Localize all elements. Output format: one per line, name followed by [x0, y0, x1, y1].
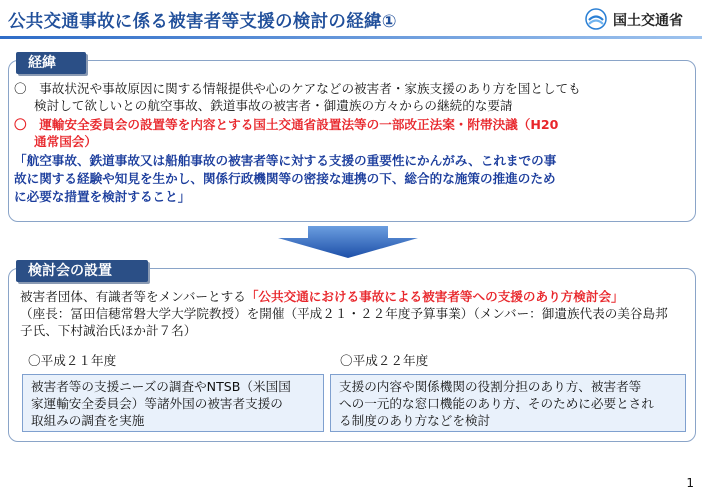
- fy2009-box: [22, 374, 324, 432]
- background-line-4: 通常国会）: [34, 134, 97, 149]
- logo-text: 国土交通省: [613, 13, 683, 29]
- resolution-quote-line-3: に必要な措置を検討すること」: [14, 189, 191, 204]
- fy2009-box-line-1: 被害者等の支援ニーズの調査やNTSB（米国国: [31, 379, 291, 394]
- committee-name: 「公共交通における事故による被害者等への支援のあり方検討会」: [245, 289, 624, 304]
- fy2010-box-line-2: への一元的な窓口機能のあり方、そのために必要とされ: [339, 396, 654, 411]
- fy2010-box: [330, 374, 686, 432]
- background-line-1: 〇 事故状況や事故原因に関する情報提供や心のケアなどの被害者・家族支援のあり方を国としても: [14, 81, 581, 96]
- fy2009-box-line-2: 家運輸安全委員会）等諸外国の被害者支援の: [31, 396, 283, 411]
- fy2009-box-line-3: 取組みの調査を実施: [31, 413, 145, 428]
- background-line-3: 〇 運輸安全委員会の設置等を内容とする国土交通省設置法等の一部改正法案・附帯決議（H20: [14, 117, 559, 132]
- background-line-2: 検討して欲しいとの航空事故、鉄道事故の被害者・御遺族の方々からの継続的な要請: [34, 98, 513, 113]
- title-rule: [0, 36, 702, 39]
- committee-line-1-text: 被害者団体、有識者等をメンバーとする: [20, 289, 246, 304]
- fy2010-box-line-1: 支援の内容や関係機関の役割分担のあり方、被害者等: [339, 379, 642, 394]
- fy2010-box-line-3: る制度のあり方などを検討: [339, 413, 491, 428]
- resolution-quote-line-2: 故に関する経験や知見を生かし、関係行政機関等の密接な連携の下、総合的な施策の推進のため: [14, 171, 556, 186]
- down-arrow-icon: [278, 226, 418, 258]
- committee-line-1: [20, 288, 624, 305]
- resolution-quote-line-1: 「航空事故、鉄道事故又は船舶事故の被害者等に対する支援の重要性にかんがみ、これまでの事: [14, 153, 557, 168]
- mlit-logo-icon: [585, 8, 607, 30]
- fy2009-heading: 〇平成２１年度: [28, 353, 117, 368]
- page-title: 公共交通事故に係る被害者等支援の検討の経緯①: [8, 12, 397, 32]
- fy2010-heading: 〇平成２２年度: [340, 353, 429, 368]
- mlit-logo: [585, 6, 697, 32]
- committee-line-3: 子氏、下村誠治氏ほか計７名）: [20, 323, 197, 338]
- section-label-committee: 検討会の設置: [16, 260, 148, 282]
- section-label-background: 経緯: [16, 52, 86, 74]
- committee-line-2: （座長：冨田信穂常磐大学大学院教授）を開催（平成２１・２２年度予算事業）（メンバー：御遺族代表の美谷島邦: [20, 306, 668, 321]
- page-number: 1: [686, 476, 694, 490]
